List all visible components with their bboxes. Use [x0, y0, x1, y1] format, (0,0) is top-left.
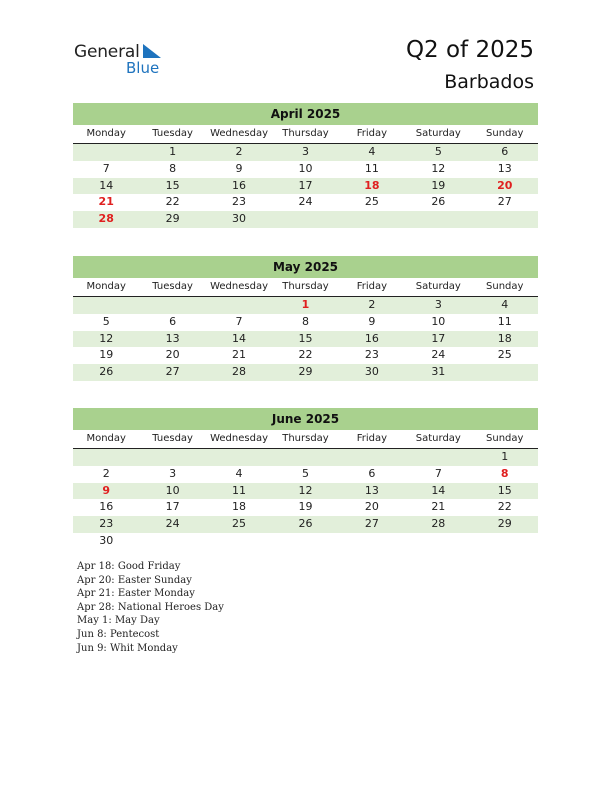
day-cell: 1	[301, 298, 310, 311]
day-cell: 13	[364, 483, 379, 497]
week-row	[73, 331, 538, 348]
day-cell: 18	[497, 331, 512, 345]
weekday-header-row	[73, 278, 538, 297]
weekday-label: Saturday	[415, 281, 461, 292]
weekday-label: Tuesday	[152, 433, 193, 444]
day-cell: 23	[364, 348, 379, 362]
day-cell: 29	[165, 212, 180, 226]
day-cell: 2	[235, 145, 243, 158]
country-subtitle: Barbados	[444, 71, 534, 93]
day-cell: 12	[431, 161, 446, 175]
weekday-label: Monday	[86, 128, 126, 139]
day-cell: 27	[497, 195, 512, 209]
day-cell: 25	[497, 348, 512, 362]
weekday-label: Thursday	[282, 433, 329, 444]
day-cell: 14	[99, 178, 114, 192]
day-cell: 26	[298, 517, 313, 531]
day-cell: 6	[169, 314, 177, 328]
day-cell	[206, 449, 272, 466]
day-cell: 12	[99, 331, 114, 345]
day-cell: 11	[497, 314, 512, 328]
day-cell: 30	[99, 533, 114, 547]
day-cell	[339, 211, 405, 228]
weekday-label: Friday	[356, 128, 388, 139]
day-cell	[272, 211, 338, 228]
day-cell: 10	[165, 483, 180, 497]
day-cell: 11	[364, 161, 379, 175]
day-cell	[139, 449, 205, 466]
calendar-april	[73, 103, 538, 228]
day-cell: 28	[98, 212, 114, 226]
day-cell: 30	[232, 212, 247, 226]
day-cell: 24	[431, 348, 446, 362]
day-cell: 25	[232, 517, 247, 531]
weekday-label: Sunday	[486, 433, 524, 444]
week-row	[73, 144, 538, 161]
day-cell: 19	[431, 178, 446, 192]
day-cell: 12	[298, 483, 313, 497]
day-cell: 20	[364, 500, 379, 514]
weekday-header-row	[73, 125, 538, 144]
month-header: April 2025	[73, 103, 538, 125]
week-row	[73, 297, 538, 314]
week-row	[73, 347, 538, 364]
day-cell: 1	[169, 145, 177, 158]
day-cell	[472, 533, 538, 550]
day-cell	[73, 449, 139, 466]
day-cell	[472, 211, 538, 228]
day-cell: 26	[99, 365, 114, 379]
logo-blue-text: Blue	[126, 59, 160, 77]
day-cell: 6	[368, 466, 376, 480]
calendar-june	[73, 408, 538, 550]
day-cell: 16	[364, 331, 379, 345]
holiday-entry: Jun 8: Pentecost	[77, 628, 160, 640]
day-cell: 27	[165, 365, 180, 379]
day-cell	[73, 144, 139, 161]
day-cell: 21	[98, 195, 114, 209]
holiday-entry: Apr 21: Easter Monday	[77, 588, 195, 600]
day-cell: 15	[298, 331, 313, 345]
week-row	[73, 178, 538, 195]
day-cell: 16	[232, 178, 247, 192]
day-cell: 10	[298, 161, 313, 175]
holiday-entry: Apr 20: Easter Sunday	[77, 574, 192, 586]
day-cell: 26	[431, 195, 446, 209]
holiday-entry: Apr 18: Good Friday	[77, 561, 181, 572]
weekday-label: Wednesday	[210, 281, 268, 292]
day-cell: 2	[102, 466, 110, 480]
day-cell: 2	[368, 298, 376, 311]
day-cell: 11	[232, 483, 247, 497]
page-title: Q2 of 2025	[405, 37, 534, 63]
day-cell	[339, 533, 405, 550]
day-cell: 9	[235, 161, 243, 175]
weekday-label: Tuesday	[152, 281, 193, 292]
day-cell: 5	[434, 145, 442, 158]
holiday-entry: May 1: May Day	[77, 615, 160, 627]
day-cell: 9	[368, 314, 376, 328]
day-cell: 6	[501, 145, 509, 158]
day-cell: 13	[497, 161, 512, 175]
holiday-list	[77, 560, 224, 655]
week-row	[73, 161, 538, 178]
week-row	[73, 516, 538, 533]
day-cell	[272, 533, 338, 550]
weekday-label: Monday	[86, 433, 126, 444]
day-cell: 20	[165, 348, 180, 362]
weekday-label: Friday	[356, 433, 388, 444]
day-cell: 22	[497, 500, 512, 514]
weekday-label: Thursday	[282, 281, 329, 292]
day-cell: 30	[364, 365, 379, 379]
day-cell: 27	[364, 517, 379, 531]
day-cell: 24	[298, 195, 313, 209]
day-cell: 17	[298, 178, 313, 192]
day-cell: 14	[232, 331, 247, 345]
day-cell: 7	[434, 466, 442, 480]
week-row	[73, 483, 538, 500]
day-cell: 29	[497, 517, 512, 531]
day-cell: 14	[431, 483, 446, 497]
weekday-label: Saturday	[415, 128, 461, 139]
week-row	[73, 466, 538, 483]
day-cell: 21	[431, 500, 446, 514]
day-cell: 9	[102, 483, 111, 497]
day-cell	[405, 211, 471, 228]
day-cell: 8	[169, 161, 177, 175]
day-cell: 19	[99, 348, 114, 362]
weekday-label: Saturday	[415, 433, 461, 444]
day-cell: 5	[301, 466, 309, 480]
day-cell: 22	[165, 195, 180, 209]
weekday-label: Monday	[86, 281, 126, 292]
day-cell: 31	[431, 365, 446, 379]
day-cell: 8	[500, 466, 509, 480]
day-cell: 17	[431, 331, 446, 345]
day-cell: 16	[99, 500, 114, 514]
day-cell: 21	[232, 348, 247, 362]
day-cell: 20	[497, 178, 513, 192]
day-cell	[405, 533, 471, 550]
day-cell: 19	[298, 500, 313, 514]
day-cell: 8	[301, 314, 309, 328]
day-cell: 22	[298, 348, 313, 362]
weekday-label: Friday	[356, 281, 388, 292]
week-row	[73, 449, 538, 466]
day-cell: 29	[298, 365, 313, 379]
day-cell: 25	[364, 195, 379, 209]
month-header: May 2025	[73, 256, 538, 278]
day-cell: 24	[165, 517, 180, 531]
day-cell: 7	[235, 314, 243, 328]
day-cell: 15	[165, 178, 180, 192]
weekday-label: Sunday	[486, 128, 524, 139]
weekday-label: Tuesday	[152, 128, 193, 139]
weekday-label: Thursday	[282, 128, 329, 139]
day-cell	[272, 449, 338, 466]
day-cell: 4	[235, 466, 243, 480]
week-row	[73, 533, 538, 550]
week-row	[73, 499, 538, 516]
day-cell: 4	[501, 298, 509, 311]
day-cell: 18	[364, 178, 380, 192]
week-row	[73, 364, 538, 381]
generalblue-logo	[74, 42, 174, 78]
day-cell	[472, 364, 538, 381]
day-cell	[139, 533, 205, 550]
day-cell	[405, 449, 471, 466]
logo-triangle-icon	[141, 44, 161, 60]
day-cell: 5	[102, 314, 110, 328]
day-cell: 28	[232, 365, 247, 379]
day-cell: 3	[301, 145, 309, 158]
day-cell	[206, 533, 272, 550]
day-cell	[139, 297, 205, 314]
day-cell	[206, 297, 272, 314]
day-cell: 23	[99, 517, 114, 531]
weekday-header-row	[73, 430, 538, 449]
day-cell: 17	[165, 500, 180, 514]
day-cell: 4	[368, 145, 376, 158]
calendar-may	[73, 256, 538, 381]
day-cell: 7	[102, 161, 110, 175]
day-cell: 23	[232, 195, 247, 209]
day-cell: 13	[165, 331, 180, 345]
weekday-label: Wednesday	[210, 433, 268, 444]
day-cell	[73, 297, 139, 314]
day-cell: 15	[497, 483, 512, 497]
day-cell: 18	[232, 500, 247, 514]
logo-general-text: General	[74, 42, 140, 62]
month-header: June 2025	[73, 408, 538, 430]
day-cell: 10	[431, 314, 446, 328]
weekday-label: Sunday	[486, 281, 524, 292]
day-cell	[339, 449, 405, 466]
day-cell: 3	[434, 298, 442, 311]
day-cell: 1	[501, 450, 509, 463]
weekday-label: Wednesday	[210, 128, 268, 139]
holiday-entry: Apr 28: National Heroes Day	[77, 601, 224, 613]
week-row	[73, 211, 538, 228]
day-cell: 28	[431, 517, 446, 531]
holiday-entry: Jun 9: Whit Monday	[77, 642, 178, 654]
day-cell: 3	[169, 466, 177, 480]
week-row	[73, 314, 538, 331]
week-row	[73, 194, 538, 211]
